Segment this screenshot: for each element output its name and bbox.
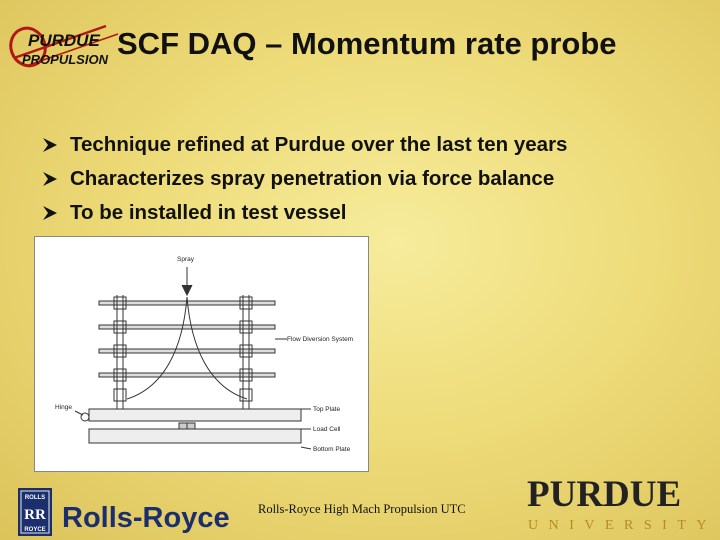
bullet-text: To be installed in test vessel [70, 201, 347, 224]
rolls-royce-logo [14, 486, 234, 538]
slide-title: SCF DAQ – Momentum rate probe [117, 26, 617, 61]
arrow-bullet-icon [42, 205, 58, 221]
footer-center-text: Rolls-Royce High Mach Propulsion UTC [258, 502, 466, 516]
label-flow-diversion: Flow Diversion System [287, 336, 354, 343]
purdue-wordmark: PURDUE [527, 474, 682, 515]
label-top-plate: Top Plate [313, 406, 341, 413]
label-bottom-plate: Bottom Plate [313, 446, 351, 453]
logo-line2: PROPULSION [22, 52, 108, 67]
label-hinge: Hinge [55, 404, 72, 411]
rr-badge-top: ROLLS [24, 495, 46, 501]
rr-wordmark: Rolls-Royce [62, 502, 230, 534]
rr-badge-mid: RR [24, 507, 46, 523]
label-load-cell: Load Cell [313, 426, 341, 433]
label-spray: Spray [177, 256, 194, 263]
arrow-bullet-icon [42, 137, 58, 153]
purdue-propulsion-logo [6, 22, 124, 72]
rr-badge-bottom: ROYCE [24, 527, 46, 533]
arrow-bullet-icon [42, 171, 58, 187]
probe-diagram-svg [35, 237, 368, 471]
purdue-university-text: UNIVERSITY [528, 518, 717, 533]
bullet-text: Technique refined at Purdue over the last ten years [70, 133, 568, 156]
bullet-text: Characterizes spray penetration via force balance [70, 167, 555, 190]
logo-line1: PURDUE [28, 31, 100, 50]
probe-diagram [34, 236, 369, 472]
